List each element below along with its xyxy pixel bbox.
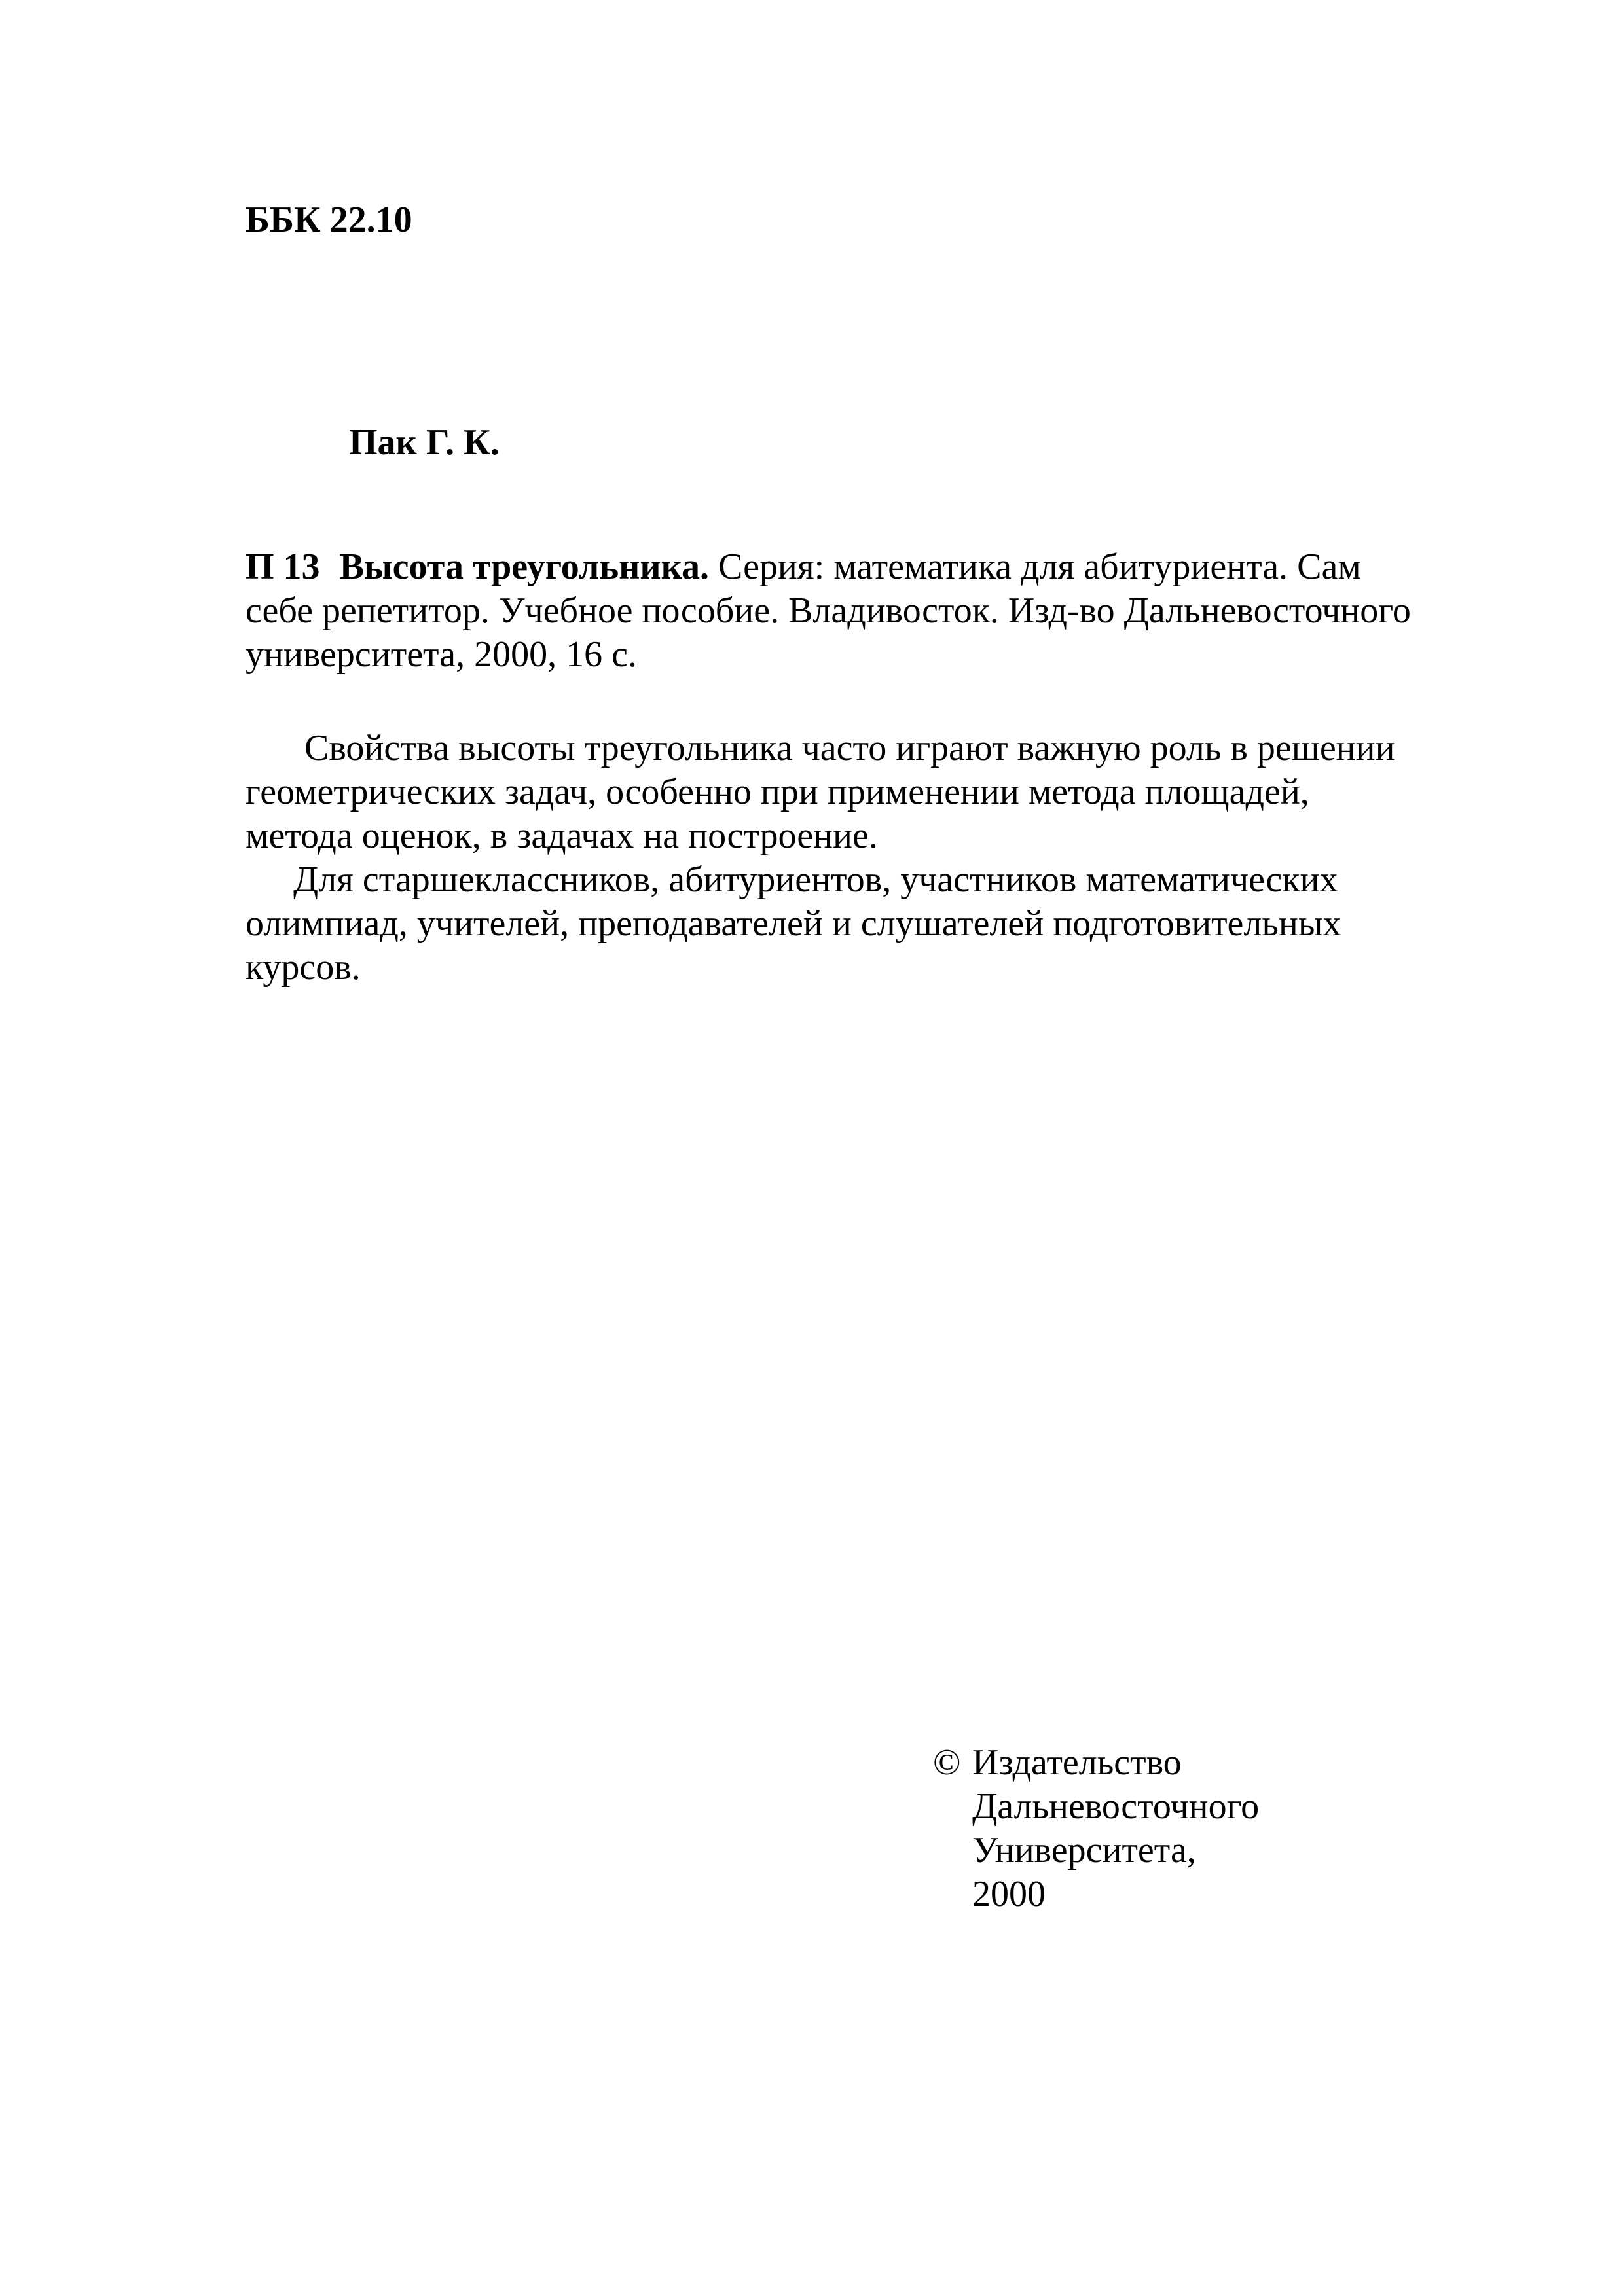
copyright-notice [933,1741,1259,1916]
copyright-line-publisher: Издательство [972,1742,1182,1783]
copyright-line-year: 2000 [972,1874,1046,1914]
bbk-classification: ББК 22.10 [246,200,412,240]
bibliographic-description: Серия: математика для абитуриента. Сам себе репетитор. Учебное пособие. Владивосток. Изд-во Дальневосточного университета, 2000, 16 с. [246,547,1411,675]
author-name: Пак Г. К. [349,422,500,463]
copyright-icon: © [933,1742,961,1783]
catalog-index: П 13 [246,547,320,587]
annotation-paragraph: Свойства высоты треугольника часто играют важную роль в решении геометрических задач, особенно при применении метода площадей, метода оценок, в задачах на построение. [246,728,1395,856]
copyright-line-region: Дальневосточного [972,1786,1260,1827]
copyright-line-university: Университета, [972,1830,1196,1871]
annotation [246,726,1424,990]
audience-paragraph: Для старшеклассников, абитуриентов, участников математических олимпиад, учителей, преподавателей и слушателей подготовительных курсов. [246,859,1341,988]
bibliographic-record [246,545,1424,677]
book-title: Высота треугольника. [339,547,710,587]
